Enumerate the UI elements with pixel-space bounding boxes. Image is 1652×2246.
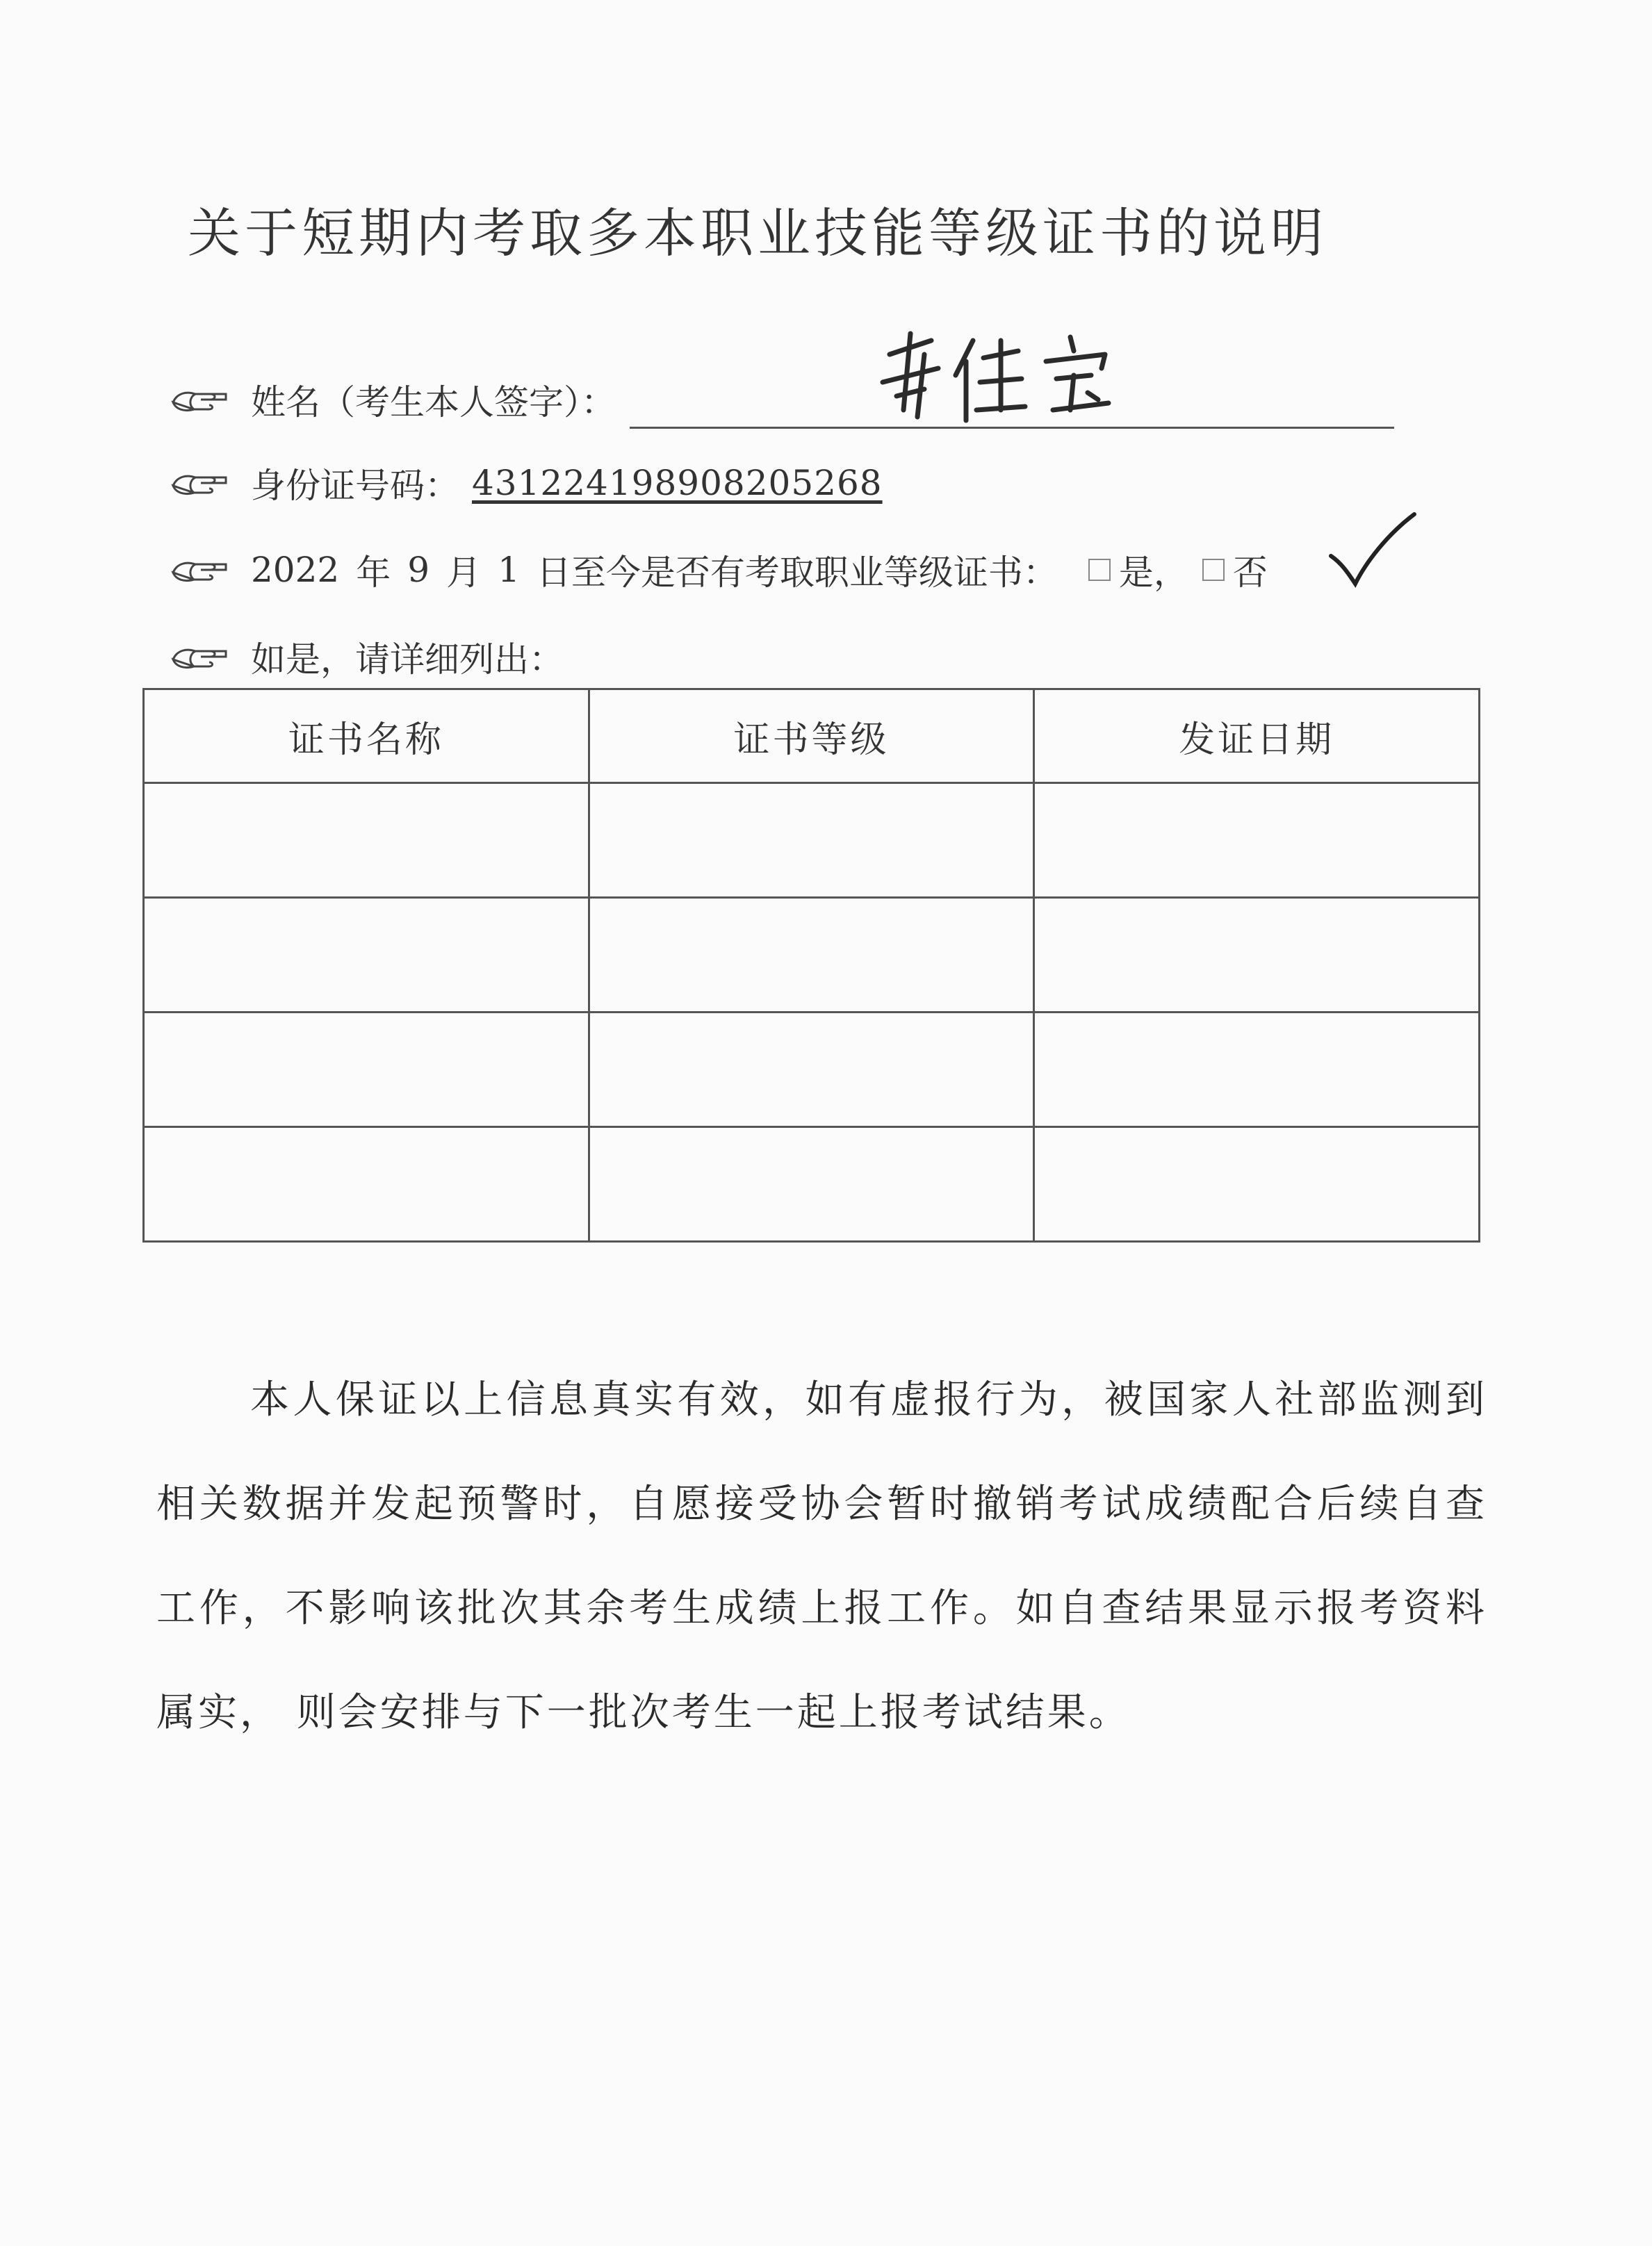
- pointing-hand-icon: [170, 468, 229, 498]
- id-row: [170, 452, 883, 514]
- cert-name-cell[interactable]: [144, 1127, 589, 1242]
- table-row: [144, 783, 1480, 898]
- issue-date-cell[interactable]: [1034, 1127, 1480, 1242]
- yes-label: 是，: [1118, 552, 1188, 593]
- cert-name-cell[interactable]: [144, 898, 589, 1013]
- table-row: [144, 1013, 1480, 1127]
- year-unit: 年: [356, 552, 391, 593]
- header-cert-level: 证书等级: [589, 689, 1034, 783]
- month-unit: 月: [446, 552, 482, 593]
- no-label: 否: [1232, 552, 1268, 593]
- day-value: 1: [498, 550, 520, 590]
- issue-date-cell[interactable]: [1034, 783, 1480, 898]
- question-text: 日至今是否有考取职业等级证书：: [536, 552, 1058, 593]
- year-value: 2022: [251, 550, 340, 590]
- pointing-hand-icon: [170, 641, 229, 672]
- issue-date-cell[interactable]: [1034, 1013, 1480, 1127]
- cert-level-cell[interactable]: [589, 783, 1034, 898]
- certificate-table: [142, 688, 1480, 1243]
- declaration-statement: [156, 1348, 1487, 1765]
- page-title: 关于短期内考取多本职业技能等级证书的说明: [188, 202, 1327, 264]
- no-checkbox[interactable]: [1202, 559, 1225, 581]
- table-header-row: [144, 689, 1480, 783]
- table-row: [144, 898, 1480, 1013]
- list-instruction-row: [170, 625, 564, 688]
- handwritten-signature: [876, 327, 1126, 431]
- cert-level-cell[interactable]: [589, 898, 1034, 1013]
- certificate-question-row: [170, 539, 1268, 601]
- pointing-hand-icon: [170, 555, 229, 585]
- name-label: 姓名（考生本人签字）：: [251, 382, 616, 423]
- header-cert-name: 证书名称: [144, 689, 589, 783]
- pointing-hand-icon: [170, 384, 229, 415]
- header-issue-date: 发证日期: [1034, 689, 1480, 783]
- cert-name-cell[interactable]: [144, 783, 589, 898]
- cert-name-cell[interactable]: [144, 1013, 589, 1127]
- table-row: [144, 1127, 1480, 1242]
- yes-checkbox[interactable]: [1088, 559, 1111, 581]
- cert-level-cell[interactable]: [589, 1013, 1034, 1127]
- name-row: [170, 368, 1394, 431]
- cert-level-cell[interactable]: [589, 1127, 1034, 1242]
- checkmark-icon: [1324, 507, 1421, 598]
- statement-text: 本人保证以上信息真实有效，如有虚报行为，被国家人社部监测到相关数据并发起预警时，自愿接受协会暂时撤销考试成绩配合后续自查工作，不影响该批次其余考生成绩上报工作。如自查结果显示报考资料属实， 则会安排与下一批次考生一起上报考试结果。: [156, 1377, 1487, 1735]
- id-number-value[interactable]: 431224198908205268: [472, 463, 883, 503]
- list-label: 如是，请详细列出：: [251, 639, 564, 680]
- month-value: 9: [407, 550, 430, 590]
- issue-date-cell[interactable]: [1034, 898, 1480, 1013]
- id-label: 身份证号码：: [251, 466, 459, 506]
